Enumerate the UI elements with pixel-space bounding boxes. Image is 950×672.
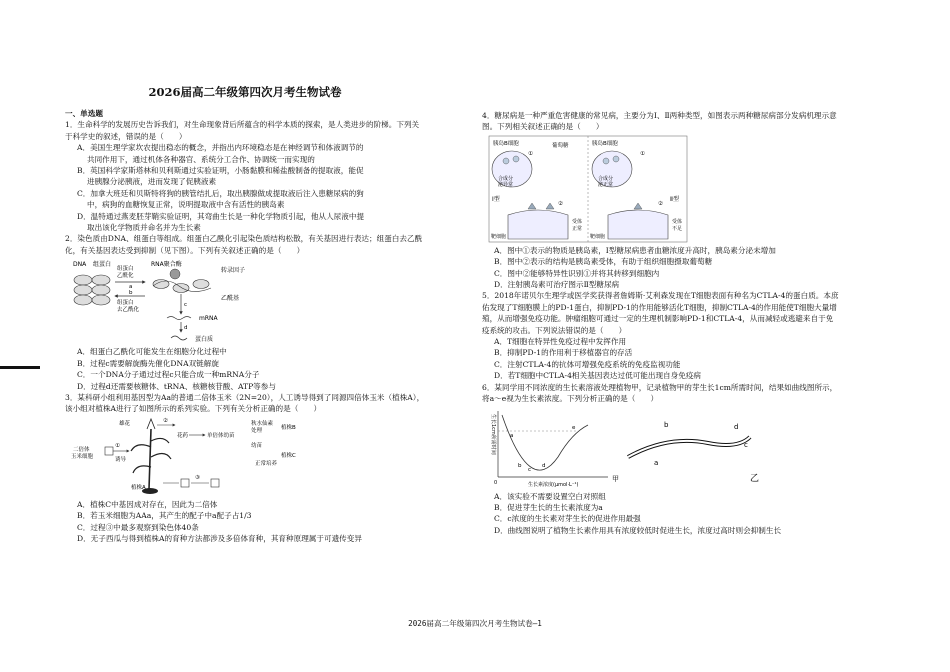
cell-box-3 [211, 479, 219, 487]
label-histone: 组蛋白 [93, 261, 112, 269]
q2-option-c: C．一个DNA分子通过过程c只能合成一种mRNA分子 [77, 370, 260, 380]
cell-box-2 [181, 479, 189, 487]
label-c1-right: ① [640, 150, 645, 157]
stem-label-c: c [744, 440, 748, 449]
x-axis-label: 生长素浓度(μmol·L⁻¹) [528, 481, 579, 488]
q3-figure [71, 417, 425, 497]
label-type1: Ⅰ型 [492, 195, 500, 203]
q5-stem: 5．2018年诺贝尔生理学或医学奖获得者詹姆斯·艾利森发现在T细胞表面有种名为CTLA-4的蛋白质。本庶佑发现了T细胞膜上的PD-1蛋白，抑制PD-1的作用能够活化T细胞，抑制CTLA-4的作用能使T细胞大量增殖，从而增强免疫功能。肿瘤细胞可通过一定的生理机制影响PD-1和CTLA-4，从而减轻或逃避来自于免疫系统的攻击。下列说法错误的是（ ） [482, 291, 839, 335]
q1-option-a1: A．美国生理学家坎农提出稳态的概念，并指出内环境稳态是在神经调节和体液调节的 [77, 143, 364, 153]
label-colchicine2: 处理 [251, 427, 263, 434]
q3-option-b: B．若玉米细胞为AAa，其产生的配子中a配子占1/3 [77, 511, 252, 521]
q4-option-d: D．注射胰岛素可治疗图示Ⅱ型糖尿病 [494, 280, 620, 290]
y-axis-label: 生长1cm所需时间 [490, 413, 496, 455]
q2-figure [71, 258, 425, 344]
label-c2-left: ② [558, 200, 563, 207]
label-colchicine: 秋水仙素 [251, 420, 274, 427]
label-d: d [184, 325, 188, 332]
q1-option-d2: 取出该化学物质并命名并为生长素 [87, 223, 201, 233]
q4-option-c: C．图中②能够特异性识别①并将其转移到细胞内 [494, 268, 660, 278]
label-tf: 转录因子 [221, 267, 246, 275]
label-a: a [129, 284, 133, 291]
q6-option-d: D．曲线图说明了植物生长素作用具有浓度较低时促进生长，浓度过高时则会抑制生长 [494, 525, 782, 535]
label-deacetyl: 组蛋白 [117, 300, 134, 307]
q4-stem: 4．糖尿病是一种严重危害健康的常见病，主要分为Ⅰ、Ⅱ两种类型，如图表示两种糖尿病部分发病机理示意图。下列相关叙述正确的是（ ） [482, 111, 837, 132]
cell-box [105, 447, 113, 455]
label-islet-left: 胰岛B细胞 [493, 140, 519, 147]
label-acetylgroup: 乙酰基 [221, 295, 240, 303]
q1-option-c1: C．加拿大班廷和贝斯特将狗的胰管结扎后，取出胰腺做成提取液后注入患糖尿病的狗 [77, 188, 364, 198]
point-d: d [542, 462, 546, 469]
label-anther: 花药 [177, 432, 189, 439]
label-plantA: 植株A [131, 484, 146, 491]
diabetes-diagram [488, 135, 688, 243]
margin-mark [0, 366, 40, 369]
q6-option-b: B．促进芽生长的生长素浓度为a [494, 502, 603, 512]
q3-option-d: D．无子西瓜与得到植株A的育种方法都涉及多倍体育种，其育种原理属于可遗传变异 [77, 533, 362, 543]
q3-option-c: C．过程③中最多观察到染色体40条 [77, 522, 199, 532]
label-n1: ① [115, 442, 120, 449]
label-rec-normal2: 正常 [572, 225, 583, 232]
label-n3: ③ [195, 474, 200, 481]
label-synth-abn2: 泌异常 [498, 181, 514, 188]
page-footer: 2026届高二年级第四次月考生物试卷—1 [408, 619, 542, 628]
label-diploid2: 玉米细胞 [71, 453, 94, 460]
chart-axes [498, 411, 608, 477]
breeding-diagram [71, 417, 311, 497]
label-rnapol: RNA聚合酶 [151, 261, 182, 269]
label-acetyl: 组蛋白 [117, 266, 134, 273]
label-glucose: 葡萄糖 [552, 142, 569, 149]
label-islet-right: 胰岛B细胞 [592, 140, 618, 147]
label-rec-low2: 不足 [672, 225, 683, 232]
q3-stem: 3．某科研小组利用基因型为Aa的普通二倍体玉米（2N=20），人工诱导得到了同源四倍体玉米（植株A），该小组对植株A进行了如图所示的系列实验。下列有关分析正确的是（ ） [65, 392, 425, 414]
label-diploid: 二倍体 [73, 446, 90, 453]
label-yi: 乙 [750, 473, 760, 484]
q5-option-b: B．抑制PD-1的作用利于移植器官的存活 [494, 348, 633, 358]
q2-option-b: B．过程c需要解旋酶先催化DNA双链解旋 [77, 358, 219, 368]
q6-figure [488, 407, 840, 489]
label-jia: 甲 [612, 474, 619, 483]
q1-option-a2: 共同作用下，通过机体各种器官、系统分工合作、协调统一而实现的 [87, 154, 315, 164]
q1-option-d1: D．温特通过燕麦胚芽鞘实验证明，其弯曲生长是一种化学物质引起，他从人尿液中提 [77, 211, 365, 221]
label-haploid: 单倍体幼苗 [207, 432, 235, 439]
label-acetyl2: 乙酰化 [117, 273, 134, 280]
chromatin-diagram [71, 258, 291, 344]
q5-option-d: D．若T细胞中CTLA-4相关基因表达过低可能出现自身免疫病 [494, 371, 702, 381]
label-synth-norm2: 泌正常 [598, 181, 614, 188]
page-title: 2026届高二年级第四次月考生物试卷 [148, 85, 342, 99]
label-target-left: 靶细胞 [491, 233, 507, 240]
q1-stem: 1．生命科学的发展历史告诉我们，对生命现象背后所蕴含的科学本质的探索，是人类进步的阶梯。下列关于科学史的叙述，错误的是（ ） [65, 120, 420, 141]
q6-stem: 6．某同学用不同浓度的生长素溶液处理植物甲，记录植物甲的芽生长1cm所需时间，结果如曲线图所示，将a～e视为生长素浓度。下列分析正确的是（ ） [482, 382, 838, 404]
stem-label-b: b [664, 420, 669, 429]
label-plantB: 植株B [281, 424, 296, 431]
label-synth-norm: 合成分 [598, 175, 614, 182]
label-n2: ② [163, 417, 168, 424]
label-plantC: 植株C [281, 452, 296, 459]
label-b: b [129, 290, 133, 297]
point-e: e [572, 424, 576, 431]
label-induce: 诱导 [115, 456, 127, 463]
q3-option-a: A．植株C中基因成对存在，因此为二倍体 [77, 499, 218, 509]
left-column [65, 108, 425, 544]
q6-option-c: C．c浓度的生长素对芽生长的促进作用最强 [494, 514, 641, 524]
q5-option-c: C．注射CTLA-4的抗体可增强免疫系统的免疫监视功能 [494, 359, 681, 369]
q1-option-c2: 中，病狗的血糖恢复正常，说明提取液中含有活性的胰岛素 [87, 200, 285, 210]
label-dna: DNA [73, 261, 87, 269]
response-curve [502, 415, 588, 470]
label-type2: Ⅱ型 [670, 195, 679, 203]
mrna-strand [167, 317, 191, 320]
chromatin-left [74, 275, 110, 305]
label-deacetyl2: 去乙酰化 [117, 307, 140, 314]
label-c2-right: ② [658, 200, 663, 207]
stem-label-a: a [654, 458, 659, 467]
label-protein: 蛋白质 [195, 336, 214, 344]
q4-option-b: B．图中②表示的结构是胰岛素受体，有助于组织细胞摄取葡萄糖 [494, 257, 713, 267]
point-c: c [528, 466, 532, 473]
protein-chain [171, 336, 187, 340]
origin-label: 0 [494, 479, 498, 486]
label-c: c [184, 302, 188, 309]
target-cell-left [508, 210, 568, 239]
stem-label-d: d [734, 422, 739, 431]
q2-option-d: D．过程d还需要核糖体、tRNA、核糖核苷酸、ATP等参与 [77, 381, 276, 391]
label-target-right: 靶细胞 [590, 233, 606, 240]
label-rec-normal: 受体 [572, 218, 583, 225]
label-synth-abn: 合成分 [498, 175, 514, 182]
target-cell-right [608, 210, 668, 239]
q6-option-a: A．该实验不需要设置空白对照组 [494, 491, 606, 501]
label-mrna: mRNA [199, 315, 218, 323]
section-heading: 一、单选题 [65, 109, 103, 118]
q1-option-b2: 进胰腺分泌胰液，进而发现了促胰液素 [87, 177, 217, 187]
q5-option-a: A．T细胞在特异性免疫过程中发挥作用 [494, 337, 627, 347]
point-b: b [518, 462, 522, 469]
chromatin-right [153, 269, 211, 293]
label-male-flower: 雄花 [119, 420, 131, 427]
q4-figure [488, 135, 840, 243]
q4-option-a: A．图中①表示的物质是胰岛素，Ⅰ型糖尿病患者血糖浓度升高时，胰岛素分泌未增加 [494, 245, 776, 255]
right-column [482, 110, 840, 536]
auxin-figure [488, 407, 828, 489]
q2-option-a: A．组蛋白乙酰化可能发生在细胞分化过程中 [77, 347, 227, 357]
point-a: a [510, 432, 514, 439]
q2-stem: 2．染色质由DNA、组蛋白等组成。组蛋白乙酰化引起染色质结构松散，有关基因进行表达；组蛋白去乙酰化，有关基因表达受到抑制（见下图）。下列有关叙述正确的是（ ） [65, 234, 423, 255]
label-normal: 正常培养 [255, 460, 278, 467]
label-c1-left: ① [528, 150, 533, 157]
label-rec-low: 受体 [672, 218, 683, 225]
label-seedling: 幼苗 [251, 442, 263, 449]
q1-option-b1: B．英国科学家斯塔林和贝利斯通过实验证明，小肠黏膜和稀盐酸制备的提取液，能促 [77, 166, 364, 176]
